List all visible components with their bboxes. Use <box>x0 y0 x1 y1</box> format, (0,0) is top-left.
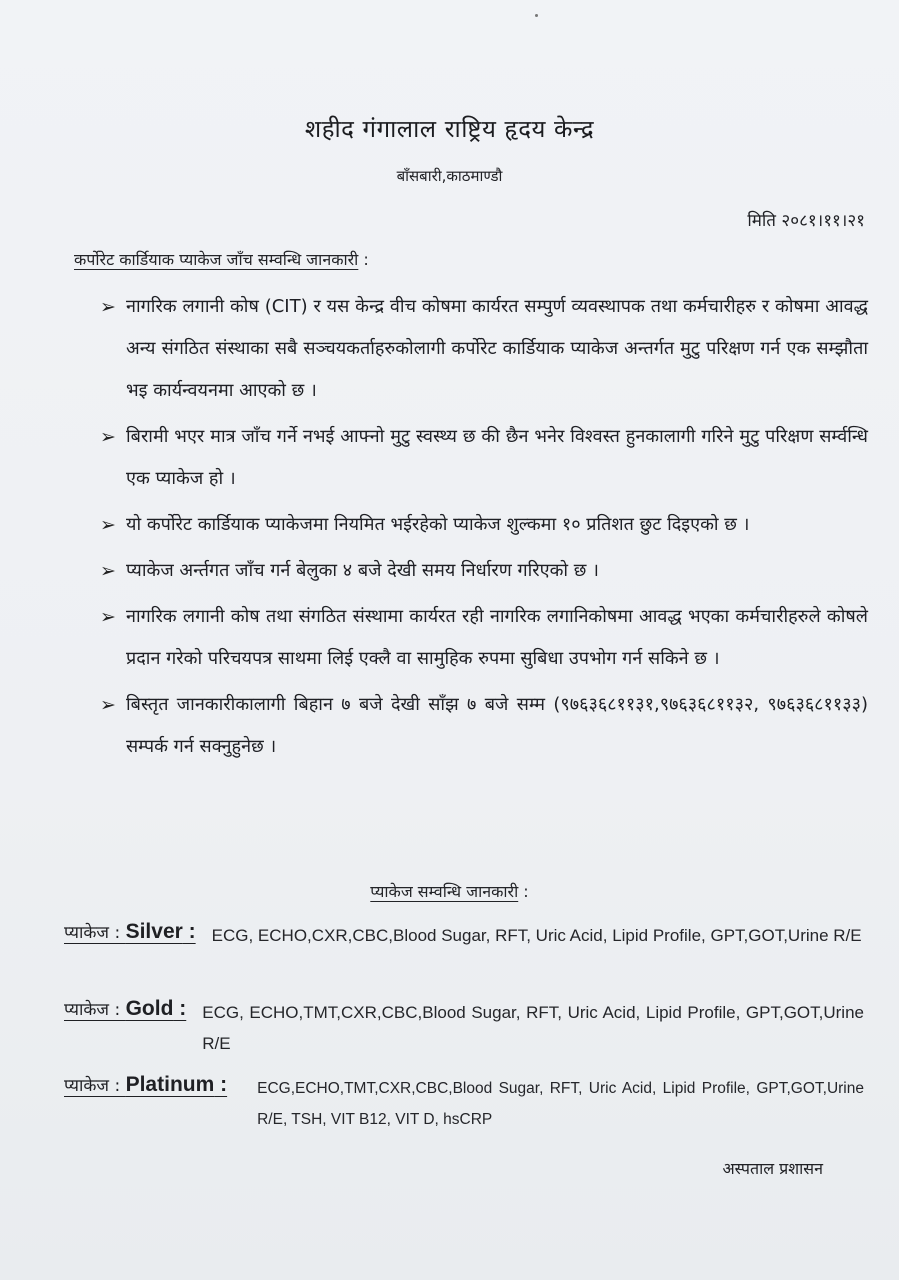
package-name: Platinum <box>125 1073 215 1096</box>
package-info-heading <box>0 880 899 902</box>
arrowhead-bullet-icon: ➢ <box>100 514 116 536</box>
package-colon: : <box>182 920 196 943</box>
bullet-item <box>100 684 868 768</box>
bullet-text: नागरिक लगानी कोष (CIT) र यस केन्द्र वीच कोषमा कार्यरत सम्पुर्ण व्यवस्थापक तथा कर्मचारीहरु र कोषमा आवद्ध अन्य संगठित संस्थाका सबै सञ्चयकर्ताहरुकोलागी कर्पोरेट कार्डियाक प्याकेज अन्तर्गत मुटु परिक्षण गर्न एक सम्झौता भइ कार्यन्वयनमा आएको छ । <box>126 296 868 401</box>
package-label <box>64 997 186 1059</box>
bullet-text: यो कर्पोरेट कार्डियाक प्याकेजमा नियमित भईरहेको प्याकेज शुल्कमा १० प्रतिशत छुट दिइएको छ । <box>126 514 750 535</box>
bullet-text: बिस्तृत जानकारीकालागी बिहान ७ बजे देखी साँझ ७ बजे सम्म (९७६३६८११३१,९७६३६८११३२, ९७६३६८११३३) सम्पर्क गर्न सक्नुहुनेछ । <box>126 694 868 757</box>
corporate-package-heading-text: कर्पोरेट कार्डियाक प्याकेज जाँच सम्वन्धि जानकारी <box>74 250 359 269</box>
package-label <box>64 920 196 951</box>
package-prefix: प्याकेज : <box>64 1000 126 1020</box>
package-info-heading-text: प्याकेज सम्वन्धि जानकारी <box>370 882 519 901</box>
package-tests: ECG, ECHO,CXR,CBC,Blood Sugar, RFT, Uric Acid, Lipid Profile, GPT,GOT,Urine R/E <box>211 926 862 945</box>
document-date: मिति २०८१।११।२१ <box>747 211 865 231</box>
package-colon: : <box>214 1073 228 1096</box>
heading-colon: : <box>518 882 529 901</box>
bullet-item <box>100 286 868 412</box>
arrowhead-bullet-icon: ➢ <box>100 560 116 582</box>
heading-colon: : <box>358 250 369 269</box>
bullet-text: प्याकेज अर्न्तगत जाँच गर्न बेलुका ४ बजे देखी समय निर्धारण गरिएको छ । <box>126 560 599 581</box>
arrowhead-bullet-icon: ➢ <box>100 296 116 318</box>
bullet-item <box>100 504 868 546</box>
package-colon: : <box>173 997 187 1020</box>
info-bullet-list <box>100 286 868 772</box>
bullet-item <box>100 596 868 680</box>
package-gold <box>64 997 864 1059</box>
package-prefix: प्याकेज : <box>64 1076 126 1096</box>
bullet-item <box>100 416 868 500</box>
package-silver <box>64 920 864 951</box>
arrowhead-bullet-icon: ➢ <box>100 606 116 628</box>
package-label <box>64 1073 227 1135</box>
corporate-package-heading <box>74 248 369 270</box>
package-name: Gold <box>125 997 174 1020</box>
signature-hospital-administration: अस्पताल प्रशासन <box>722 1159 823 1178</box>
package-prefix: प्याकेज : <box>64 923 126 943</box>
package-tests: ECG,ECHO,TMT,CXR,CBC,Blood Sugar, RFT, Uric Acid, Lipid Profile, GPT,GOT,Urine R/E, TSH, VIT B12, VIT D, hsCRP <box>257 1080 864 1128</box>
arrowhead-bullet-icon: ➢ <box>100 426 116 448</box>
bullet-item <box>100 550 868 592</box>
bullet-text: बिरामी भएर मात्र जाँच गर्ने नभई आफ्नो मुटु स्वस्थ्य छ की छैन भनेर विश्वस्त हुनकालागी गरिने मुटु परिक्षण सर्म्वन्धि एक प्याकेज हो । <box>126 426 868 489</box>
package-name: Silver <box>125 920 183 943</box>
package-platinum <box>64 1073 864 1135</box>
paper-speck <box>535 14 538 17</box>
package-tests: ECG, ECHO,TMT,CXR,CBC,Blood Sugar, RFT, Uric Acid, Lipid Profile, GPT,GOT,Urine R/E <box>202 1003 864 1053</box>
hospital-name-title: शहीद गंगालाल राष्ट्रिय हृदय केन्द्र <box>304 115 595 143</box>
hospital-address: बाँसबारी,काठमाण्डौ <box>396 167 503 185</box>
arrowhead-bullet-icon: ➢ <box>100 694 116 716</box>
bullet-text: नागरिक लगानी कोष तथा संगठित संस्थामा कार्यरत रही नागरिक लगानिकोषमा आवद्ध भएका कर्मचारीहरुले कोषले प्रदान गरेको परिचयपत्र साथमा लिई एक्लै वा सामुहिक रुपमा सुबिधा उपभोग गर्न सकिने छ । <box>126 606 868 669</box>
